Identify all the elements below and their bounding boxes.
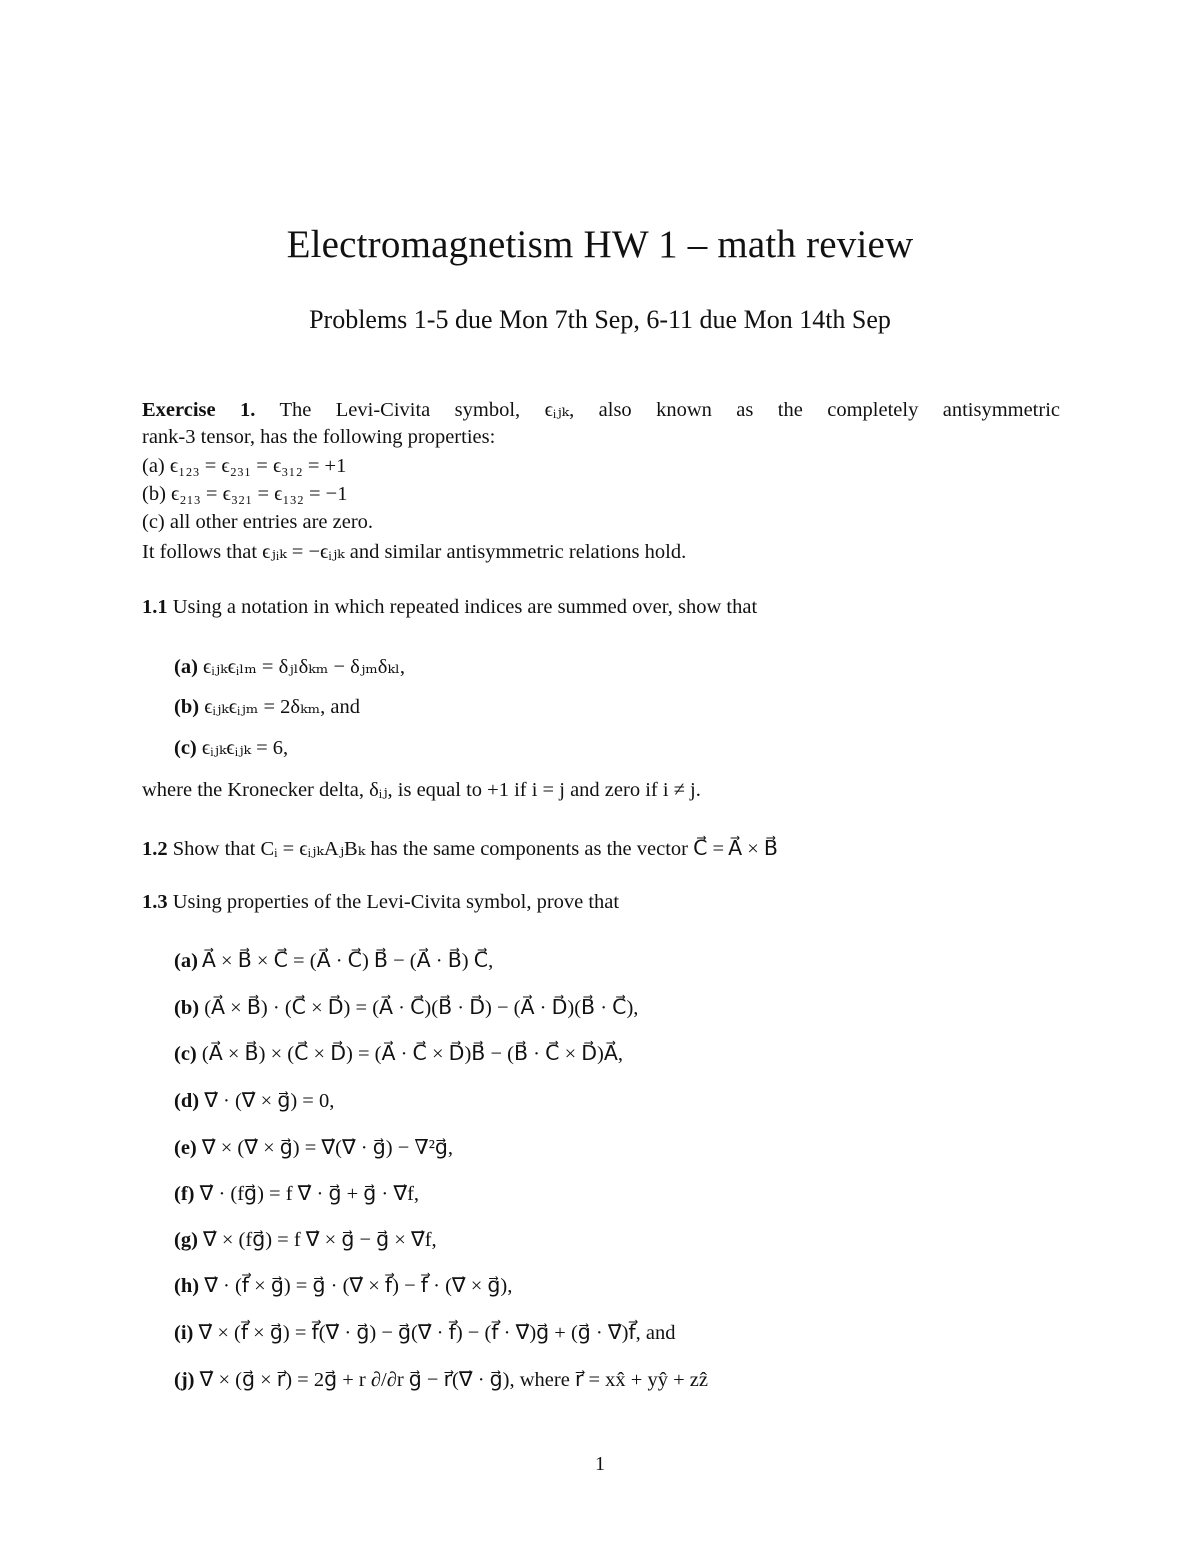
item-label: (a): [174, 656, 198, 678]
part-1-1-item-c: [174, 735, 288, 760]
item-expression: ∇⃗ · (f⃗ × g⃗) = g⃗ · (∇⃗ × f⃗) − f⃗ · (∇⃗ × g⃗),: [204, 1275, 513, 1297]
part-1-3-item-b: [174, 995, 638, 1020]
item-expression: ∇⃗ × (f⃗ × g⃗) = f⃗(∇⃗ · g⃗) − g⃗(∇⃗ · f⃗) − (f⃗ · ∇⃗)g⃗ + (g⃗ · ∇⃗)f⃗, and: [198, 1322, 676, 1344]
kronecker-delta-definition: where the Kronecker delta, δᵢⱼ, is equal to +1 if i = j and zero if i ≠ j.: [142, 779, 701, 801]
item-label: (b): [174, 997, 200, 1019]
levi-civita-property-a: (a) ϵ₁₂₃ = ϵ₂₃₁ = ϵ₃₁₂ = +1: [142, 455, 347, 477]
part-1-3-item-j: [174, 1367, 708, 1392]
part-1-1-statement: [142, 596, 757, 619]
exercise-1-heading: Exercise 1.: [142, 399, 256, 421]
item-expression: ∇⃗ × (g⃗ × r⃗) = 2g⃗ + r ∂/∂r g⃗ − r⃗(∇⃗ · g⃗), where r⃗ = xx̂ + yŷ + zẑ: [199, 1369, 709, 1391]
antisymmetry-note: It follows that ϵⱼᵢₖ = −ϵᵢⱼₖ and similar antisymmetric relations hold.: [142, 541, 687, 563]
item-expression: ϵᵢⱼₖϵᵢⱼₘ = 2δₖₘ, and: [204, 696, 360, 718]
document-subtitle: Problems 1-5 due Mon 7th Sep, 6-11 due Mon 14th Sep: [309, 305, 891, 334]
item-label: (c): [174, 1043, 197, 1065]
part-1-1-item-b: [174, 694, 360, 719]
item-expression: ∇⃗ × (fg⃗) = f ∇⃗ × g⃗ − g⃗ × ∇⃗f,: [203, 1229, 437, 1251]
item-label: (d): [174, 1090, 200, 1112]
item-label: (i): [174, 1322, 194, 1344]
exercise-1-intro: [142, 397, 1060, 422]
item-expression: ∇⃗ · (∇⃗ × g⃗) = 0,: [204, 1090, 335, 1112]
item-expression: ∇⃗ × (∇⃗ × g⃗) = ∇⃗(∇⃗ · g⃗) − ∇²g⃗,: [201, 1137, 453, 1159]
part-1-3-text: Using properties of the Levi-Civita symbol, prove that: [172, 891, 620, 913]
part-1-3-item-e: [174, 1135, 453, 1160]
part-1-3-item-f: [174, 1181, 419, 1206]
item-expression: (A⃗ × B⃗) · (C⃗ × D⃗) = (A⃗ · C⃗)(B⃗ · D⃗) − (A⃗ · D⃗)(B⃗ · C⃗),: [204, 997, 639, 1019]
exercise-1-intro-line1: The Levi-Civita symbol, ϵᵢⱼₖ, also known as the completely antisymmetric: [279, 399, 1061, 421]
document-title: Electromagnetism HW 1 – math review: [286, 223, 914, 266]
part-1-3-item-g: [174, 1227, 437, 1252]
item-expression: (A⃗ × B⃗) × (C⃗ × D⃗) = (A⃗ · C⃗ × D⃗)B⃗ − (B⃗ · C⃗ × D⃗)A⃗,: [201, 1043, 624, 1065]
part-1-3-item-d: [174, 1088, 334, 1113]
part-1-1-text: Using a notation in which repeated indices are summed over, show that: [172, 596, 758, 618]
part-1-1-number: 1.1: [142, 596, 168, 618]
item-label: (a): [174, 950, 198, 972]
item-label: (h): [174, 1275, 200, 1297]
part-1-3-item-i: [174, 1320, 676, 1345]
levi-civita-property-c: (c) all other entries are zero.: [142, 511, 374, 533]
item-expression: A⃗ × B⃗ × C⃗ = (A⃗ · C⃗) B⃗ − (A⃗ · B⃗) C⃗,: [201, 950, 494, 972]
page-number: 1: [595, 1453, 605, 1475]
part-1-3-item-a: [174, 948, 493, 973]
part-1-3-statement: [142, 891, 619, 914]
item-expression: ϵᵢⱼₖϵᵢⱼₖ = 6,: [201, 737, 289, 759]
part-1-2-statement: [142, 836, 778, 861]
item-label: (g): [174, 1229, 198, 1251]
item-label: (c): [174, 737, 197, 759]
item-label: (f): [174, 1183, 195, 1205]
exercise-1-intro-line2: rank-3 tensor, has the following properties:: [142, 426, 496, 448]
item-expression: ϵᵢⱼₖϵᵢₗₘ = δⱼₗδₖₘ − δⱼₘδₖₗ,: [203, 656, 406, 678]
part-1-3-item-c: [174, 1041, 623, 1066]
levi-civita-property-b: (b) ϵ₂₁₃ = ϵ₃₂₁ = ϵ₁₃₂ = −1: [142, 483, 348, 505]
item-label: (b): [174, 696, 200, 718]
part-1-3-number: 1.3: [142, 891, 168, 913]
part-1-1-item-a: [174, 654, 405, 679]
item-label: (j): [174, 1369, 195, 1391]
part-1-2-text: Show that Cᵢ = ϵᵢⱼₖAⱼBₖ has the same components as the vector C⃗ = A⃗ × B⃗: [172, 838, 778, 860]
item-expression: ∇⃗ · (fg⃗) = f ∇⃗ · g⃗ + g⃗ · ∇⃗f,: [199, 1183, 420, 1205]
part-1-3-item-h: [174, 1273, 512, 1298]
part-1-2-number: 1.2: [142, 838, 168, 860]
item-label: (e): [174, 1137, 197, 1159]
